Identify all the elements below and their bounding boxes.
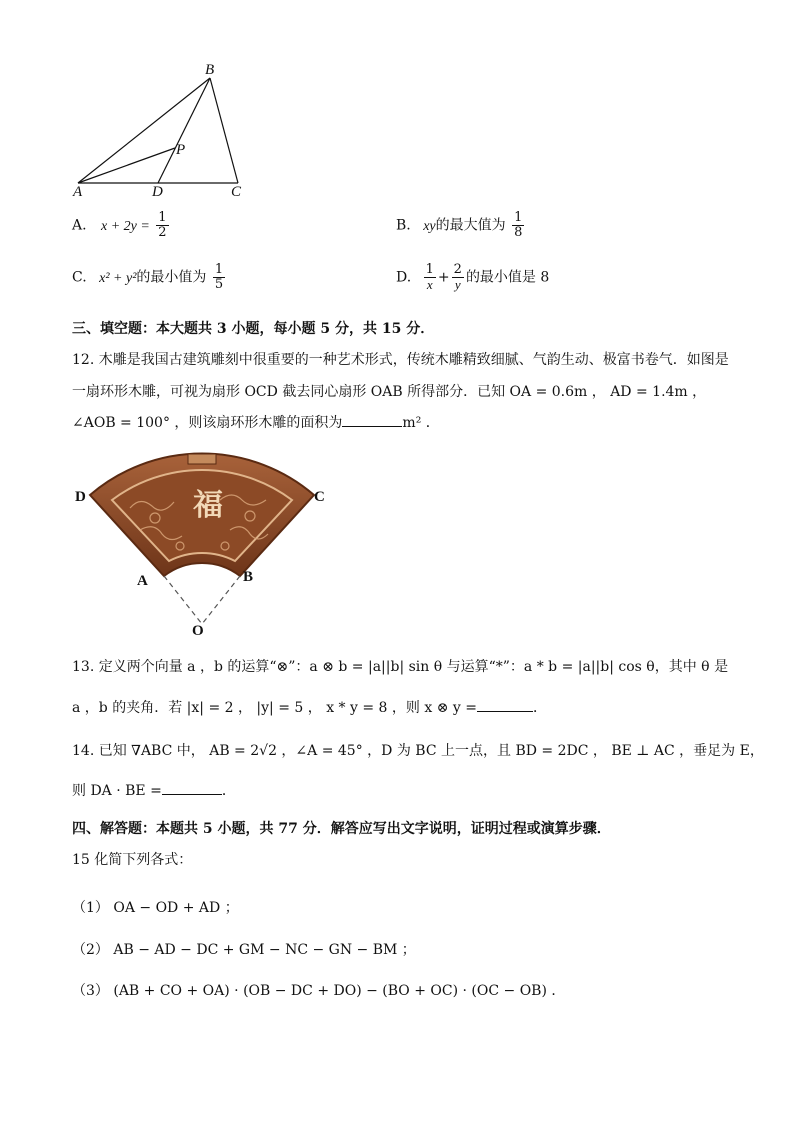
section-3-title: 三、填空题：本大题共 3 小题，每小题 5 分，共 15 分． — [72, 321, 435, 337]
q15-intro: 15 化简下列各式： — [72, 852, 193, 868]
q15-part3: （3） (AB + CO + OA) · (OB − DC + DO) − (BO + OC) · (OC − OB) ． — [72, 983, 566, 999]
q13-line2: a ，b 的夹角．若 |x| = 2 ， |y| = 5 ， x * y = 8 ，则 x ⊗ y = ． — [72, 700, 547, 716]
label-p: P — [176, 142, 186, 158]
q12-line1: 12. 木雕是我国古建筑雕刻中很重要的一种艺术形式，传统木雕精致细腻、气韵生动、极富书卷气．如图是 — [72, 352, 729, 368]
q12-line2: 一扇环形木雕，可视为扇形 OCD 截去同心扇形 OAB 所得部分．已知 OA = 0.6m ， AD = 1.4m ， — [72, 384, 707, 400]
option-d: D. $\frac{1}{x}$ + $\frac{2}{y}$ 的最小值是 8 — [396, 262, 550, 292]
option-c: C. x² + y²的最小值为 $\frac{1}{5}$ — [72, 262, 224, 292]
fraction: $\frac{1}{8}$ — [514, 210, 523, 240]
q15-part1: （1） OA − OD + AD ； — [72, 900, 239, 916]
fan-character: 福 — [193, 488, 223, 523]
segment-db — [158, 78, 210, 183]
q15-part2: （2） AB − AD − DC + GM − NC − GN − BM ； — [72, 942, 416, 958]
segment-bc — [210, 78, 238, 183]
q13-line1: 13. 定义两个向量 a ，b 的运算“⊗”：a ⊗ b = |a||b| sin θ 与运算“*”：a * b = |a||b| cos θ，其中 θ 是 — [72, 659, 729, 675]
top-plaque — [188, 454, 216, 464]
fraction: $\frac{1}{x}$ — [425, 262, 434, 292]
option-a: A. x + 2y = $\frac{1}{2}$ — [72, 210, 167, 240]
q14-line1: 14. 已知 ∇ABC 中， AB = 2√2 ，∠A = 45° ，D 为 BC 上一点，且 BD = 2DC ， BE ⊥ AC ，垂足为 E， — [72, 743, 764, 759]
fraction: $\frac{1}{5}$ — [214, 262, 224, 292]
dashed-radius-oa — [164, 576, 202, 624]
fraction: $\frac{2}{y}$ — [453, 262, 462, 292]
q14-line2: 则 DA · BE = ． — [72, 783, 236, 799]
option-b: B. xy的最大值为 $\frac{1}{8}$ — [396, 210, 523, 240]
label-d-fan: D — [75, 489, 86, 505]
label-b: B — [205, 62, 215, 78]
segment-ab — [78, 78, 210, 183]
dashed-radius-ob — [202, 576, 240, 624]
fraction: $\frac{1}{2}$ — [158, 210, 167, 240]
label-d: D — [152, 184, 163, 200]
label-c-fan: C — [314, 489, 325, 505]
label-a: A — [73, 184, 83, 200]
label-b-fan: B — [243, 569, 254, 585]
section-4-title: 四、解答题：本题共 5 小题，共 77 分．解答应写出文字说明，证明过程或演算步骤． — [72, 821, 611, 837]
label-o-fan: O — [192, 623, 204, 639]
answer-blank — [162, 782, 222, 795]
q12-line3: ∠AOB = 100° ，则该扇环形木雕的面积为 m² ． — [72, 415, 440, 431]
answer-blank — [477, 699, 533, 712]
answer-blank — [342, 414, 402, 427]
label-c: C — [231, 184, 242, 200]
fan-carving-figure — [70, 438, 340, 638]
label-a-fan: A — [137, 573, 148, 589]
